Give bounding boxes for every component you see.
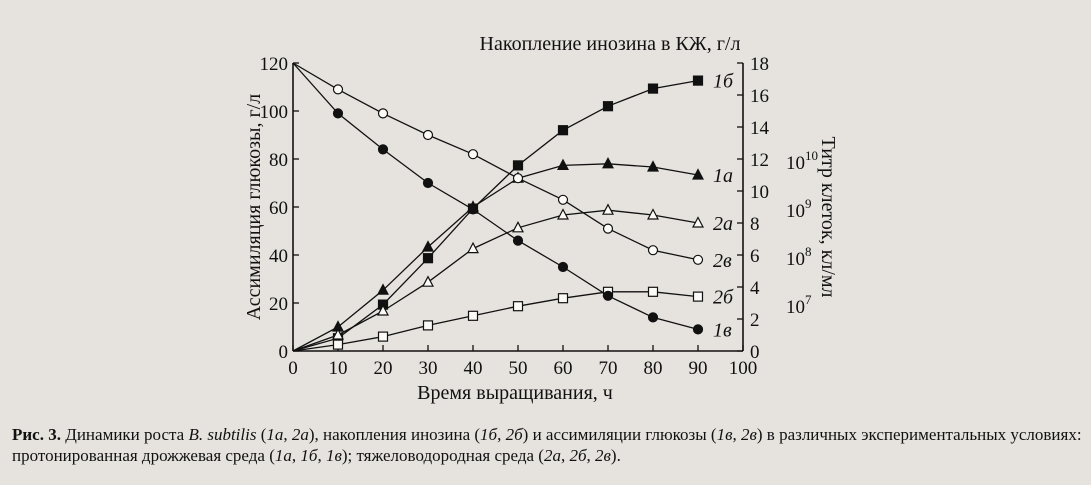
data-point (379, 145, 388, 154)
caption-text: , (283, 425, 292, 444)
titer-tick-label: $10^{10}$ (786, 148, 818, 174)
y-left-tick-label: 0 (278, 342, 288, 363)
y-right-tick-label: 2 (750, 310, 760, 331)
data-point (514, 236, 523, 245)
series-label: 1б (713, 70, 734, 93)
caption-label: Рис. 3. (12, 425, 61, 444)
data-point (694, 325, 703, 334)
data-point (559, 263, 568, 272)
data-point (649, 84, 658, 93)
y-right-tick-label: 10 (750, 182, 769, 203)
data-point (469, 150, 478, 159)
caption-organism: B. subtilis (188, 425, 257, 444)
data-point (468, 243, 478, 253)
caption-text: , (560, 446, 570, 465)
data-point (649, 313, 658, 322)
data-point (559, 294, 568, 303)
data-point (424, 254, 433, 263)
data-point (379, 332, 388, 341)
data-point (649, 287, 658, 296)
data-point (559, 195, 568, 204)
caption-text: ). (610, 446, 621, 465)
series-label: 2а (713, 213, 733, 235)
caption-text: Динамики роста (60, 425, 189, 444)
y-right-tick-label: 4 (750, 278, 760, 299)
caption-text: , (317, 446, 326, 465)
y-left-tick-label: 40 (269, 246, 288, 267)
series-label: 1в (713, 319, 732, 342)
data-point (334, 109, 343, 118)
caption-series-ref: 1в (325, 446, 342, 465)
series-line (293, 292, 698, 351)
y-left-tick-label: 120 (259, 54, 288, 75)
titer-tick-label: $10^7$ (786, 292, 812, 318)
caption-text: , (732, 425, 741, 444)
figure-caption (12, 424, 1082, 466)
y-left-axis-label: Ассимиляция глюкозы, г/л (243, 93, 265, 321)
titer-tick-label: $10^8$ (786, 244, 812, 270)
chart-texts (243, 33, 839, 404)
series-line (293, 164, 698, 351)
y-right-tick-label: 6 (750, 246, 760, 267)
x-tick-label: 90 (688, 358, 708, 379)
x-tick-label: 50 (508, 358, 528, 379)
series-label: 2б (713, 286, 734, 309)
series-line (293, 63, 698, 260)
caption-series-ref: 2а (543, 446, 561, 465)
chart-series-lines (293, 63, 698, 351)
x-axis-label: Время выращивания, ч (417, 382, 613, 404)
y-right-tick-label: 18 (750, 54, 769, 75)
y-right-tick-label: 14 (750, 118, 769, 139)
y-left-tick-label: 20 (269, 294, 288, 315)
data-point (423, 242, 433, 252)
caption-series-ref: 1б (480, 425, 498, 444)
data-point (694, 76, 703, 85)
caption-series-ref: 1а (274, 446, 292, 465)
data-point (469, 205, 478, 214)
x-tick-label: 10 (328, 358, 348, 379)
x-tick-label: 70 (598, 358, 618, 379)
y-right-tick-label: 0 (750, 342, 760, 363)
caption-text: , (497, 425, 506, 444)
x-tick-label: 100 (728, 358, 758, 379)
caption-series-ref: 1б (300, 446, 318, 465)
caption-series-ref: 2в (595, 446, 611, 465)
data-point (694, 255, 703, 264)
caption-text: , (586, 446, 596, 465)
caption-text: ) в различных экспериментальных условиях: протонированная дрожжевая среда ( (12, 425, 1082, 465)
data-point (604, 291, 613, 300)
caption-text: ); тяжеловодородная среда ( (341, 446, 544, 465)
data-point (603, 158, 613, 168)
x-tick-label: 20 (373, 358, 393, 379)
data-point (334, 340, 343, 349)
data-point (423, 277, 433, 287)
titer-tick-label: $10^9$ (786, 196, 812, 222)
y-left-tick-label: 60 (269, 198, 288, 219)
series-line (293, 210, 698, 351)
caption-text: ) и ассимиляции глюкозы ( (522, 425, 717, 444)
y-right-tick-label: 12 (750, 150, 769, 171)
x-tick-label: 30 (418, 358, 438, 379)
caption-text: , (291, 446, 301, 465)
data-point (694, 292, 703, 301)
data-point (559, 126, 568, 135)
x-tick-label: 80 (643, 358, 663, 379)
y-right-tick-label: 16 (750, 86, 769, 107)
caption-series-ref: 2б (569, 446, 587, 465)
series-label: 1а (713, 165, 733, 187)
caption-text: ), накопления инозина ( (308, 425, 481, 444)
y-right-axis-label: Титр клеток, кл/мл (817, 136, 839, 298)
y-left-tick-label: 80 (269, 150, 288, 171)
data-point (424, 131, 433, 140)
caption-series-ref: 2в (740, 425, 757, 444)
x-tick-label: 60 (553, 358, 573, 379)
data-point (603, 205, 613, 215)
caption-series-ref: 2а (291, 425, 309, 444)
caption-series-ref: 1а (266, 425, 284, 444)
series-label: 2в (713, 249, 732, 272)
data-point (424, 179, 433, 188)
data-point (514, 174, 523, 183)
y-right-tick-label: 8 (750, 214, 760, 235)
data-point (334, 85, 343, 94)
data-point (604, 102, 613, 111)
y-left-tick-label: 100 (259, 102, 288, 123)
data-point (514, 302, 523, 311)
caption-series-ref: 1в (716, 425, 733, 444)
chart-title: Накопление инозина в КЖ, г/л (479, 33, 741, 55)
data-point (379, 109, 388, 118)
x-tick-label: 0 (288, 358, 298, 379)
data-point (514, 161, 523, 170)
caption-text: ( (256, 425, 267, 444)
data-point (424, 321, 433, 330)
series-line (293, 63, 698, 329)
data-point (649, 246, 658, 255)
data-point (604, 224, 613, 233)
x-tick-label: 40 (463, 358, 483, 379)
data-point (469, 311, 478, 320)
caption-series-ref: 2б (505, 425, 523, 444)
